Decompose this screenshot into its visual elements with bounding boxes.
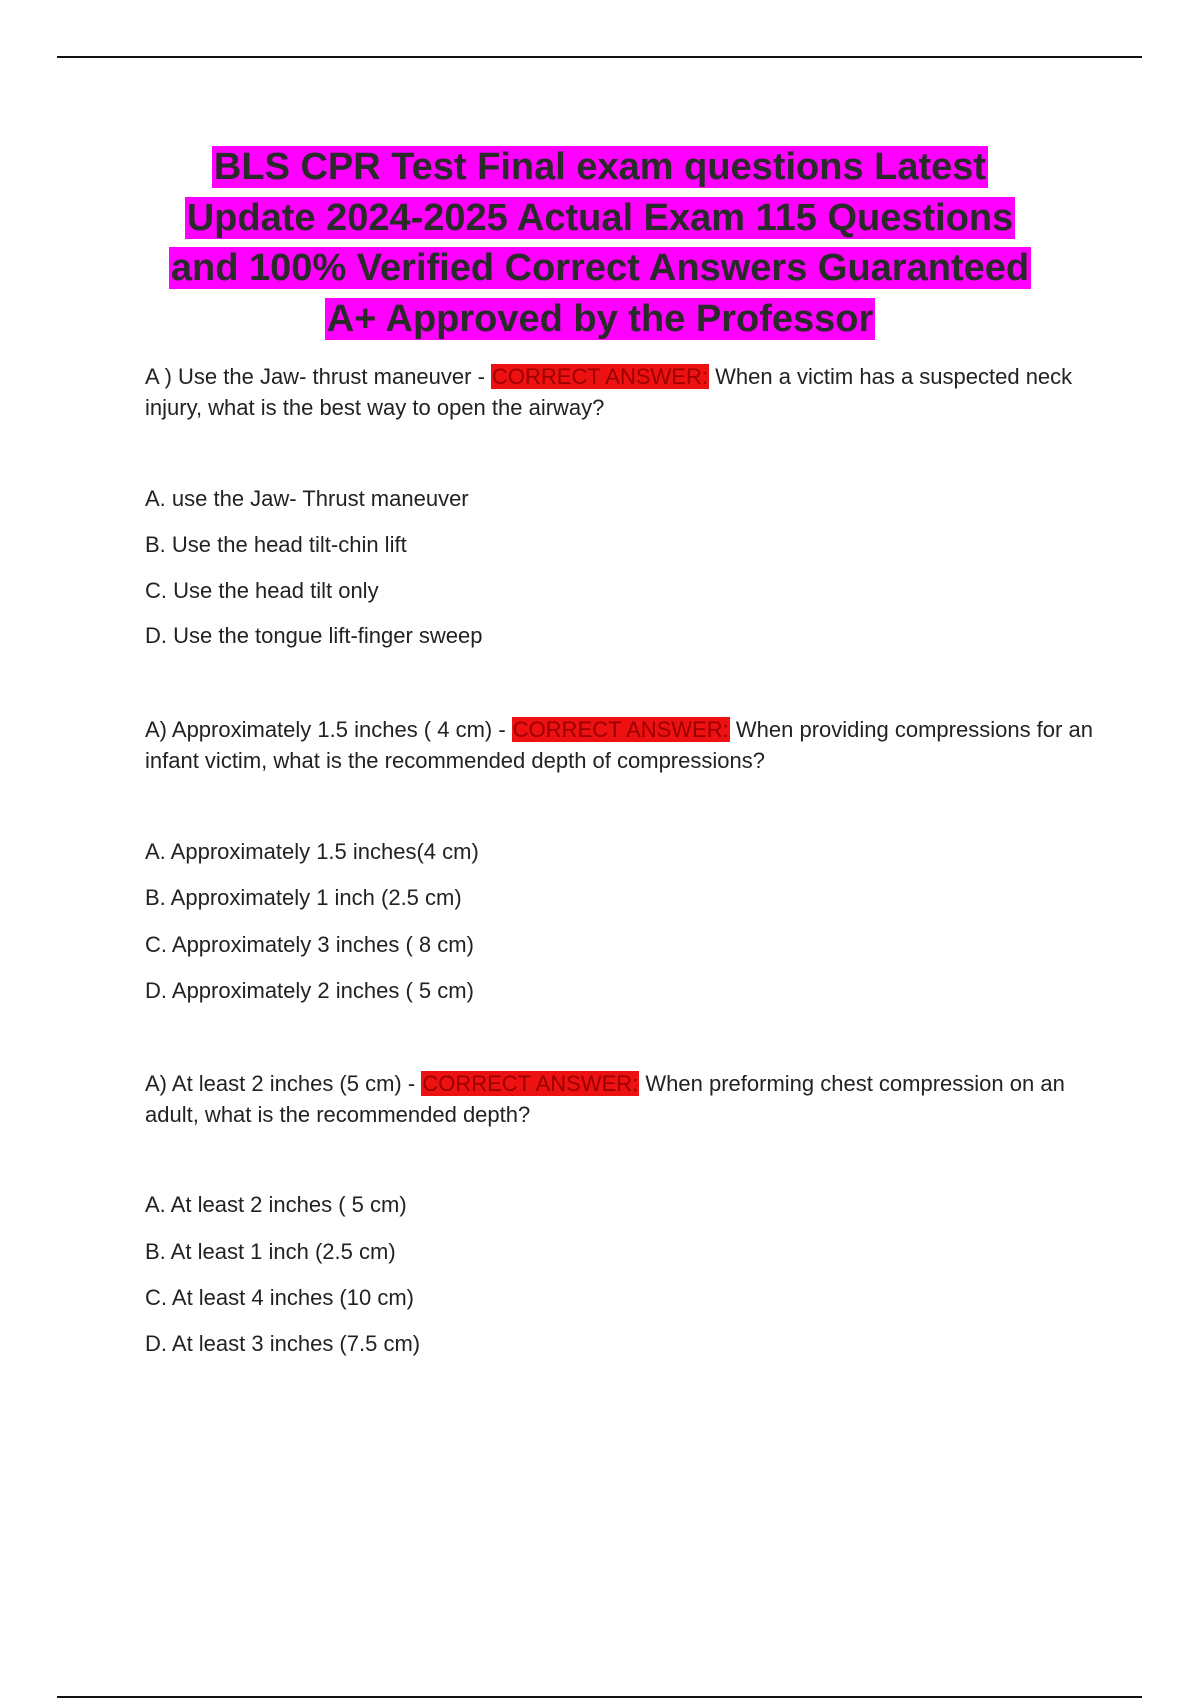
question-text: When a victim has a suspected neck injury, what is the best way to open the airway? [145, 364, 1073, 420]
answer-option: B. Approximately 1 inch (2.5 cm) [145, 885, 462, 910]
correct-answer-text: A) At least 2 inches (5 cm) - [145, 1071, 422, 1096]
answer-option: A. use the Jaw- Thrust maneuver [145, 486, 469, 511]
question-text: When preforming chest compression on an adult, what is the recommended depth? [145, 1071, 1065, 1127]
question-text: When providing compressions for an infant victim, what is the recommended depth of compressions? [145, 717, 1093, 773]
correct-answer-tag: CORRECT ANSWER: [422, 1071, 639, 1096]
top-divider [57, 56, 1142, 58]
answer-option: B. Use the head tilt-chin lift [145, 532, 407, 557]
title-line: BLS CPR Test Final exam questions Latest [213, 146, 987, 188]
title-line: A+ Approved by the Professor [326, 297, 874, 340]
question-block [145, 361, 1095, 423]
question-block [145, 1068, 1095, 1130]
answer-option: C. At least 4 inches (10 cm) [145, 1285, 414, 1310]
answer-option: C. Approximately 3 inches ( 8 cm) [145, 932, 474, 957]
title-line: Update 2024-2025 Actual Exam 115 Questions [186, 196, 1014, 239]
answer-option: D. Use the tongue lift-finger sweep [145, 623, 483, 648]
answer-option: A. Approximately 1.5 inches(4 cm) [145, 839, 479, 864]
document-title [100, 142, 1100, 344]
answer-option: B. At least 1 inch (2.5 cm) [145, 1239, 396, 1264]
correct-answer-tag: CORRECT ANSWER: [512, 717, 729, 742]
title-line: and 100% Verified Correct Answers Guaranteed [170, 247, 1030, 289]
question-block [145, 714, 1095, 776]
bottom-divider [57, 1696, 1142, 1698]
answer-option: C. Use the head tilt only [145, 578, 379, 603]
answer-option: D. At least 3 inches (7.5 cm) [145, 1331, 421, 1356]
correct-answer-tag: CORRECT ANSWER: [492, 364, 708, 389]
answer-option: D. Approximately 2 inches ( 5 cm) [145, 978, 474, 1003]
correct-answer-text: A) Approximately 1.5 inches ( 4 cm) - [145, 717, 512, 742]
correct-answer-text: A ) Use the Jaw- thrust maneuver - [145, 364, 492, 389]
answer-option: A. At least 2 inches ( 5 cm) [145, 1192, 407, 1217]
